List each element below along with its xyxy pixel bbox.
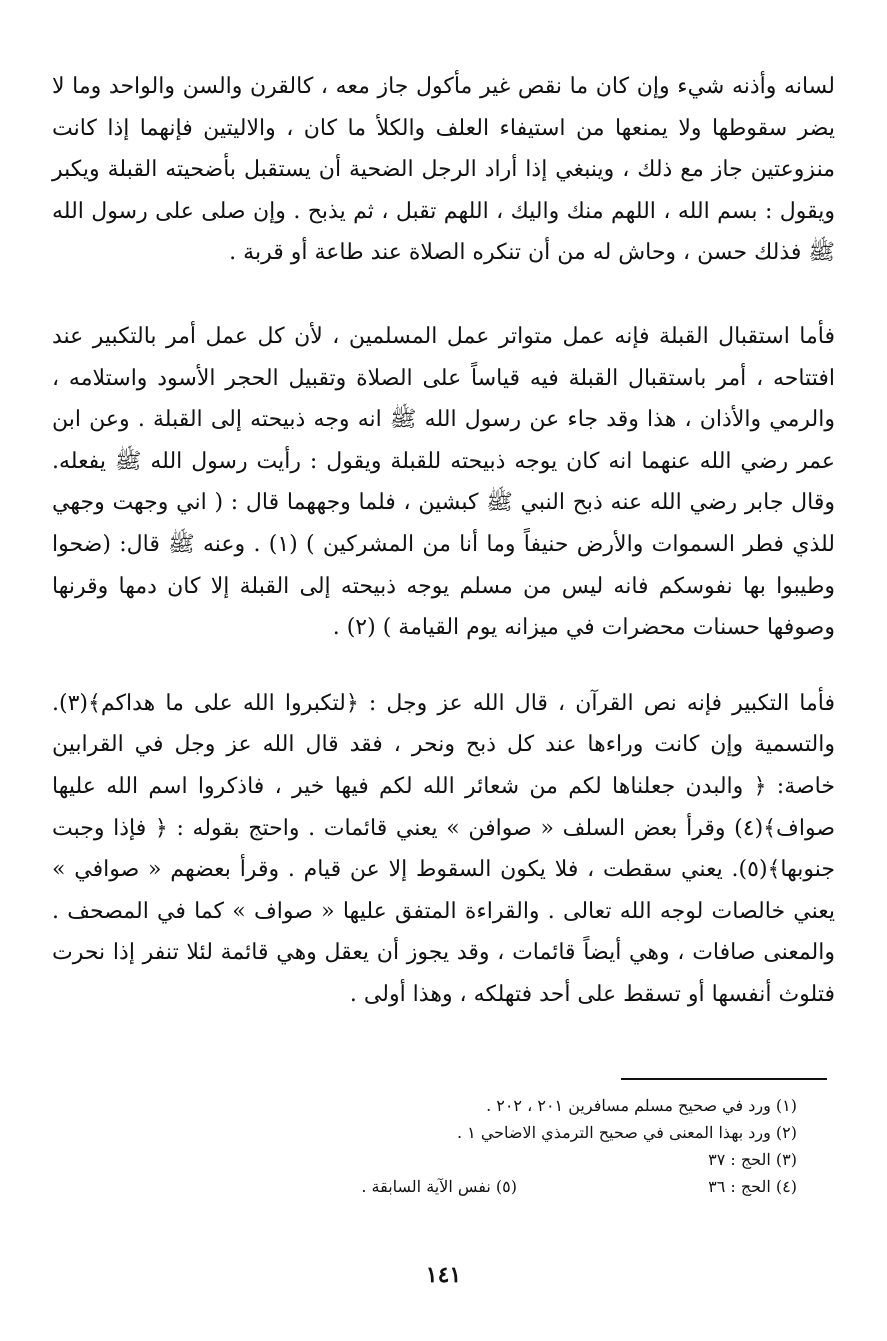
footnote-row [52, 1173, 797, 1200]
footnote-2: (٢) ورد بهذا المعنى في صحيح الترمذي الاضاحي ١ . [456, 1123, 797, 1142]
paragraph-1: لسانه وأذنه شيء وإن كان ما نقص غير مأكول جاز معه ، كالقرن والسن والواحد وما لا يضر سقوطها ولا يمنعها من استيفاء العلف والكلأ ما كان ، والاليتين فإنهما إذا كانت منزوعتين جاز مع ذلك ، وينبغي إذا أراد الرجل الضحية أن يستقبل بأضحيته القبلة ويكبر ويقول : بسم الله ، اللهم منك واليك ، اللهم تقبل ، ثم يذبح . وإن صلى على رسول الله ﷺ فذلك حسن ، وحاش له من أن تنكره الصلاة عند طاعة أو قربة . [52, 74, 835, 266]
main-text [52, 66, 835, 1015]
footnote-separator [621, 1078, 827, 1080]
paragraph-2: فأما استقبال القبلة فإنه عمل متواتر عمل المسلمين ، لأن كل عمل أمر بالتكبير عند افتتاحه ، أمر باستقبال القبلة فيه قياساً على الصلاة وتقبيل الحجر الأسود واستلامه ، والرمي والأذان ، هذا وقد جاء عن رسول الله ﷺ انه وجه ذبيحته إلى القبلة . وعن ابن عمر رضي الله عنهما انه كان يوجه ذبيحته للقبلة ويقول : رأيت رسول الله ﷺ يفعله. وقال جابر رضي الله عنه ذبح النبي ﷺ كبشين ، فلما وجههما قال : ( اني وجهت وجهي للذي فطر السموات والأرض حنيفاً وما أنا من المشركين ) (١) . وعنه ﷺ قال: (ضحوا وطيبوا بها نفوسكم فانه ليس من مسلم يوجه ذبيحته إلى القبلة إلا كان دمها وقرنها وصوفها حسنات محضرات في ميزانه يوم القيامة ) (٢) . [52, 323, 835, 641]
footnote-5: (٥) نفس الآية السابقة . [361, 1177, 517, 1196]
footnotes [52, 1092, 797, 1200]
page-number: ١٤١ [425, 1262, 462, 1288]
footnote-4: (٤) الحج : ٣٦ [708, 1177, 797, 1196]
footnote-3: (٣) الحج : ٣٧ [708, 1150, 797, 1169]
footnote-1: (١) ورد في صحيح مسلم مسافرين ٢٠١ ، ٢٠٢ . [486, 1096, 797, 1115]
paragraph-3: فأما التكبير فإنه نص القرآن ، قال الله عز وجل : ﴿لتكبروا الله على ما هداكم﴾(٣). والتسمية وإن كانت وراءها عند كل ذبح ونحر ، فقد قال الله عز وجل في القرابين خاصة: ﴿ والبدن جعلناها لكم من شعائر الله لكم فيها خير ، فاذكروا اسم الله عليها صواف﴾(٤) وقرأ بعض السلف « صوافن » يعني قائمات . واحتج بقوله : ﴿ فإذا وجبت جنوبها﴾(٥). يعني سقطت ، فلا يكون السقوط إلا عن قيام . وقرأ بعضهم « صوافي » يعني خالصات لوجه الله تعالى . والقراءة المتفق عليها « صواف » كما في المصحف . والمعنى صافات ، وهي أيضاً قائمات ، وقد يجوز أن يعقل وهي قائمة لئلا تنفر إذا نحرت فتلوث أنفسها أو تسقط على أحد فتهلكه ، وهذا أولى . [52, 690, 835, 1007]
